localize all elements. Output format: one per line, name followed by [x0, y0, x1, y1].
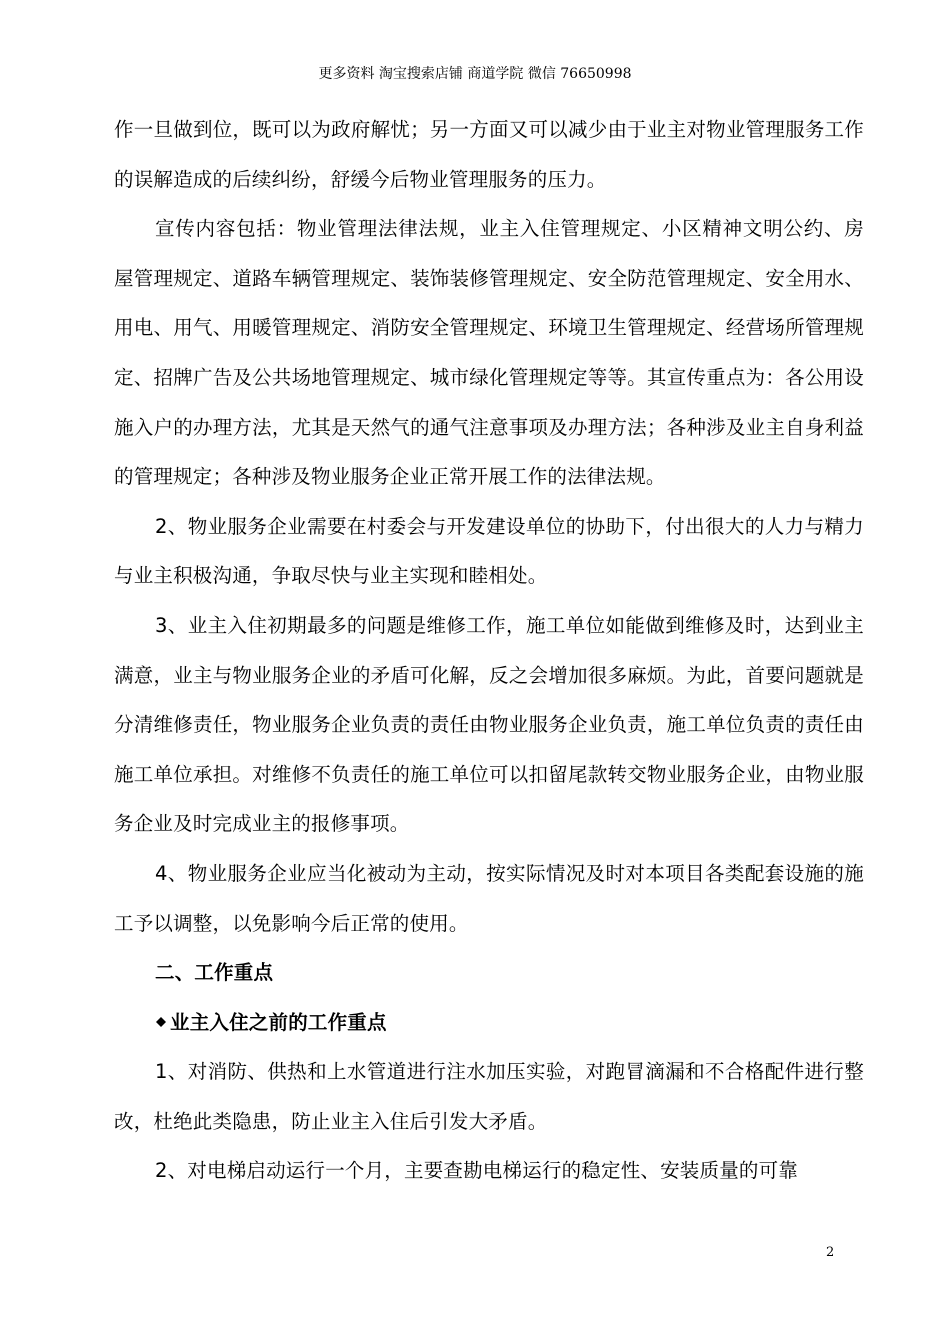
document-body [114, 105, 864, 1196]
paragraph: 作一旦做到位，既可以为政府解忧；另一方面又可以减少由于业主对物业管理服务工作的误解造成的后续纠纷，舒缓今后物业管理服务的压力。 [114, 118, 864, 191]
subheading-text: 业主入住之前的工作重点 [170, 1010, 387, 1034]
section-heading: 二、工作重点 [155, 961, 274, 985]
paragraph: 宣传内容包括：物业管理法律法规，业主入住管理规定、小区精神文明公约、房屋管理规定、道路车辆管理规定、装饰装修管理规定、安全防范管理规定、安全用水、用电、用气、用暖管理规定、消防安全管理规定、环境卫生管理规定、经营场所管理规定、招牌广告及公共场地管理规定、城市绿化管理规定等等。其宣传重点为：各公用设施入户的办理方法，尤其是天然气的通气注意事项及办理方法；各种涉及业主自身利益的管理规定；各种涉及物业服务企业正常开展工作的法律法规。 [114, 217, 864, 489]
subheading [114, 998, 864, 1048]
paragraph: 3、业主入住初期最多的问题是维修工作，施工单位如能做到维修及时，达到业主满意，业主与物业服务企业的矛盾可化解，反之会增加很多麻烦。为此，首要问题就是分清维修责任，物业服务企业负责的责任由物业服务企业负责，施工单位负责的责任由施工单位承担。对维修不负责任的施工单位可以扣留尾款转交物业服务企业，由物业服务企业及时完成业主的报修事项。 [114, 613, 864, 836]
page-number: 2 [826, 1245, 835, 1260]
page-header: 更多资料 淘宝搜索店铺 商道学院 微信 76650998 [318, 66, 632, 82]
paragraph: 2、物业服务企业需要在村委会与开发建设单位的协助下，付出很大的人力与精力与业主积极沟通，争取尽快与业主实现和睦相处。 [114, 514, 864, 588]
diamond-bullet-icon [155, 1016, 167, 1028]
paragraph: 4、物业服务企业应当化被动为主动，按实际情况及时对本项目各类配套设施的施工予以调整，以免影响今后正常的使用。 [114, 861, 864, 935]
list-item: 2、对电梯启动运行一个月，主要查勘电梯运行的稳定性、安装质量的可靠 [155, 1159, 799, 1183]
list-item: 1、对消防、供热和上水管道进行注水加压实验，对跑冒滴漏和不合格配件进行整改，杜绝此类隐患，防止业主入住后引发大矛盾。 [114, 1060, 864, 1133]
